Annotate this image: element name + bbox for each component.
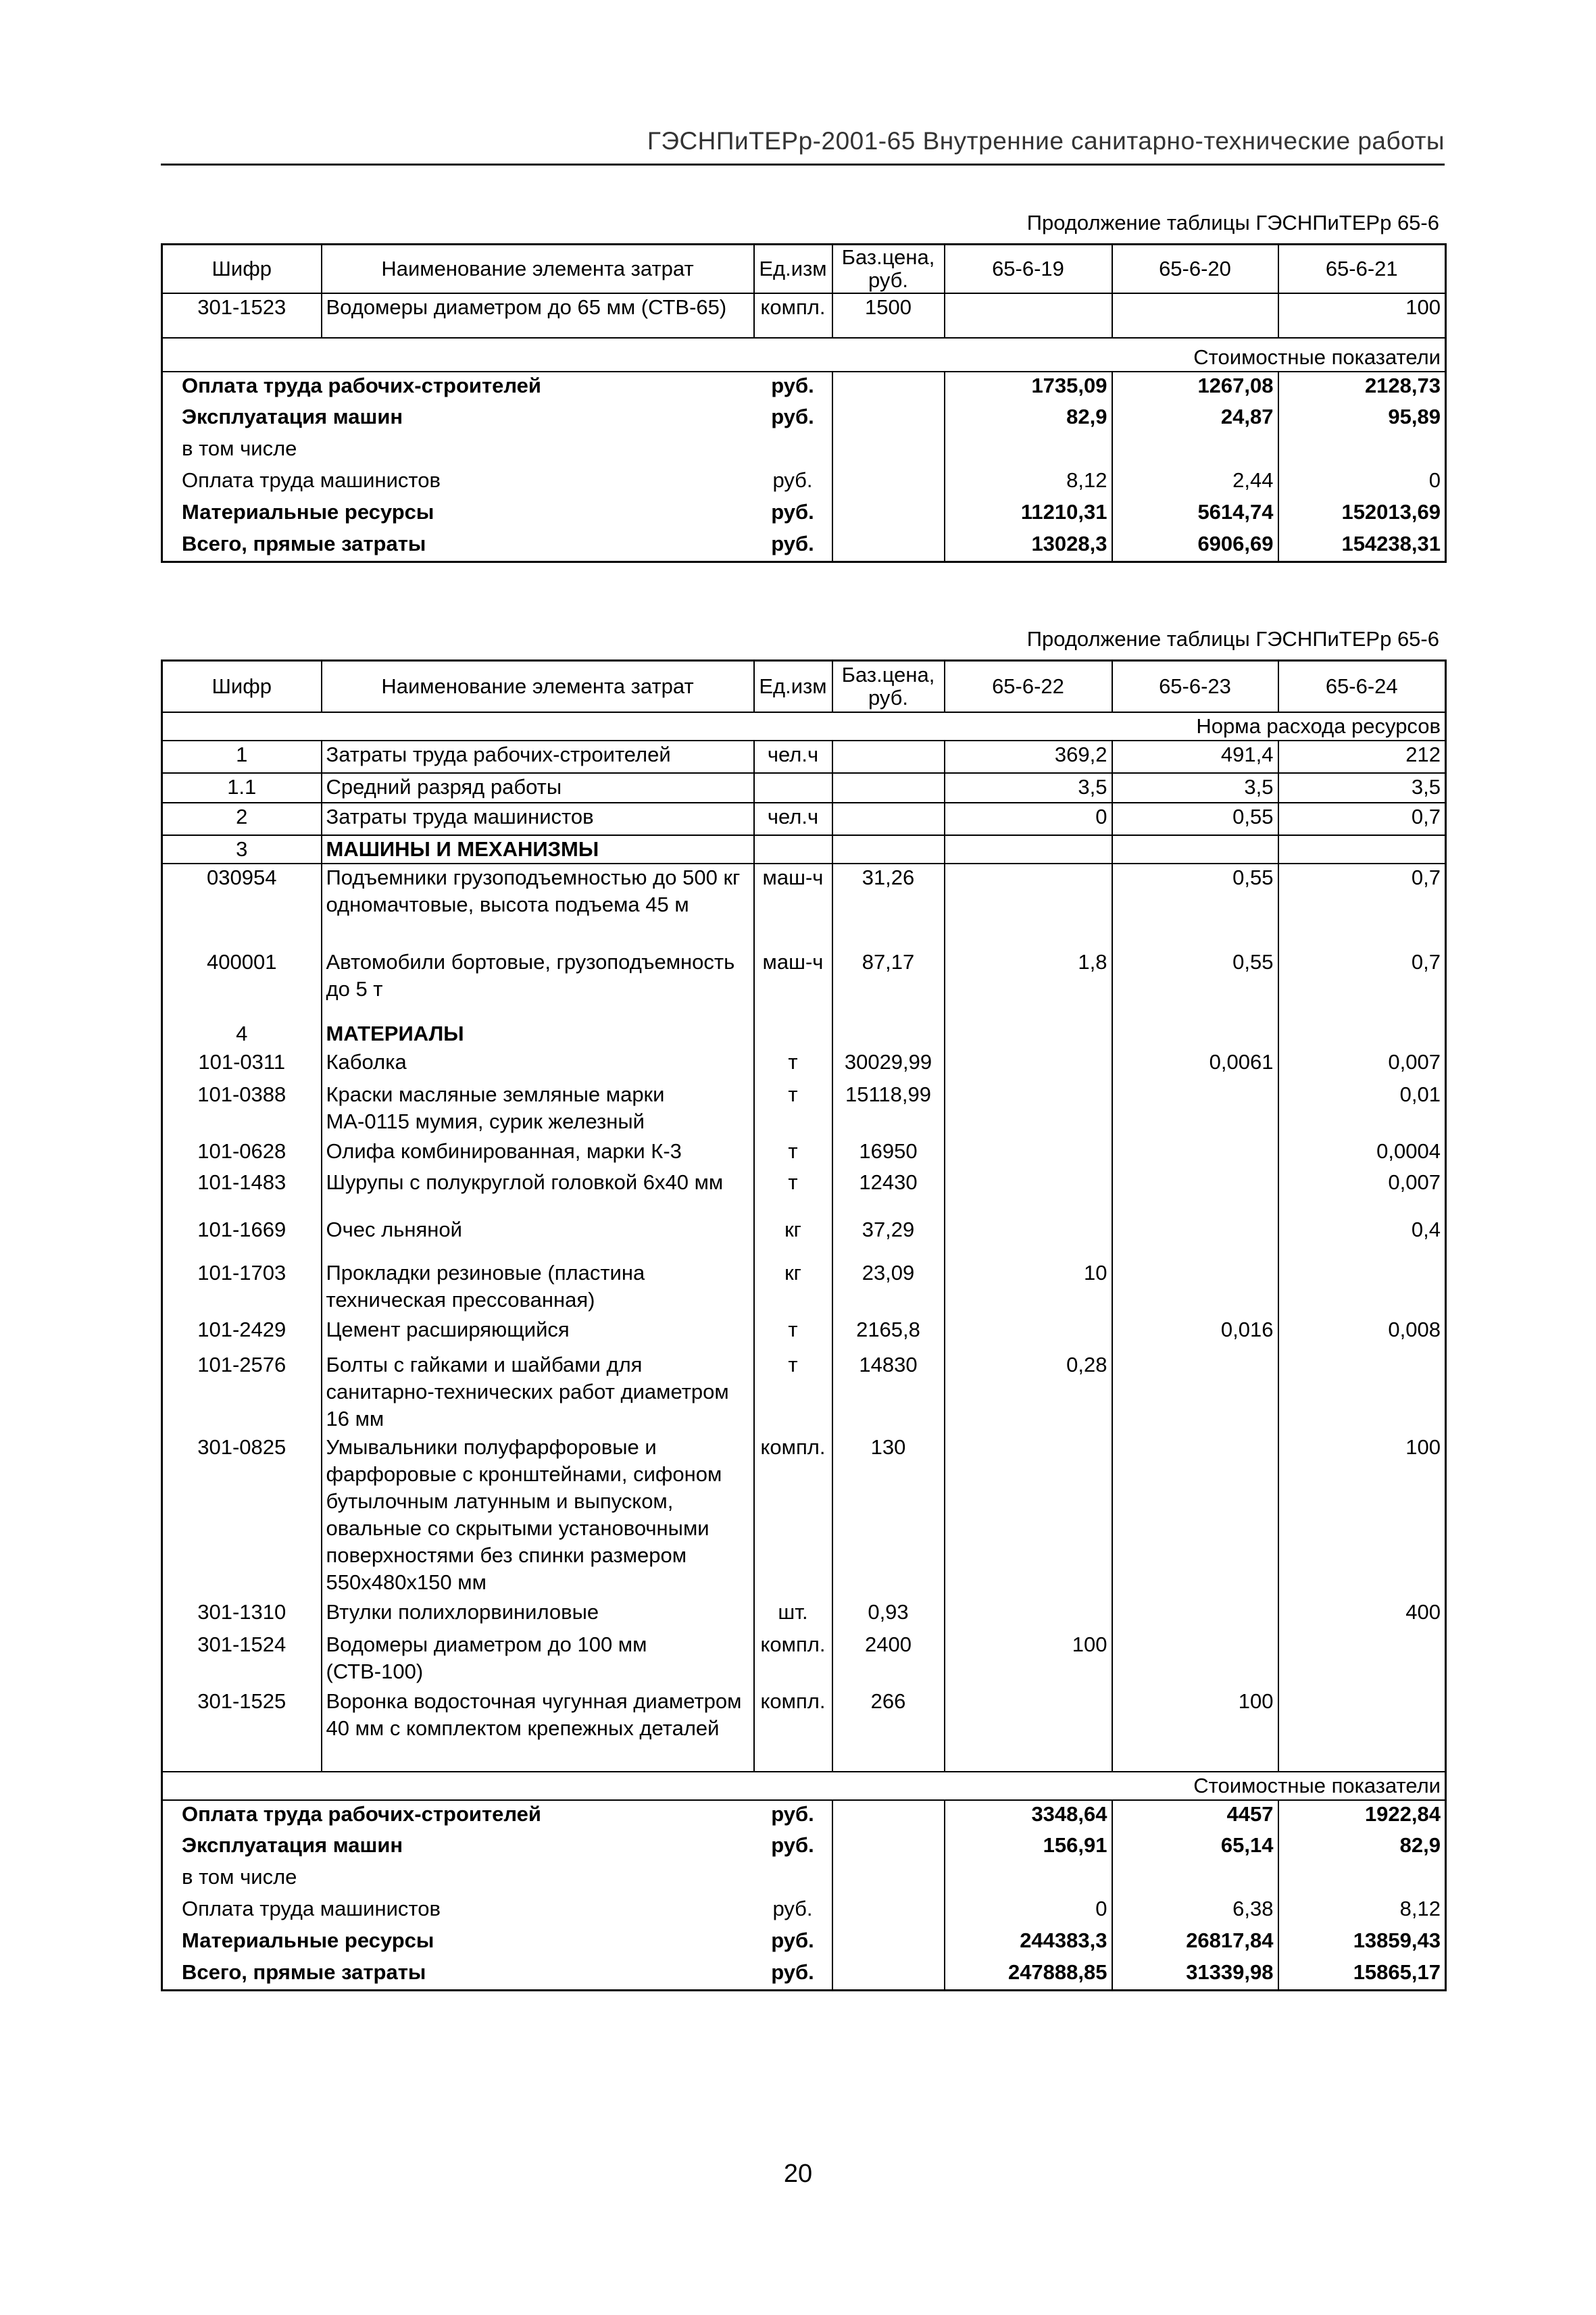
row-value-1 xyxy=(945,1020,1112,1049)
row-unit: компл. xyxy=(754,1631,832,1688)
totals-unit: руб. xyxy=(754,1927,832,1959)
totals-unit xyxy=(754,1864,832,1895)
totals-price-blank xyxy=(832,1927,945,1959)
header-rule xyxy=(161,164,1445,166)
row-value-2: 0,55 xyxy=(1112,949,1278,1020)
row-value-1: 10 xyxy=(945,1260,1112,1316)
row-value-2: 0,016 xyxy=(1112,1316,1278,1351)
totals-value-1: 3348,64 xyxy=(945,1800,1112,1832)
table-row xyxy=(162,1020,1446,1049)
row-code: 3 xyxy=(162,835,322,864)
row-code: 101-0388 xyxy=(162,1081,322,1138)
totals-unit xyxy=(754,435,832,467)
row-value-2 xyxy=(1112,1138,1278,1169)
row-value-2: 0,55 xyxy=(1112,864,1278,949)
row-value-1: 3,5 xyxy=(945,773,1112,803)
col-header-price: Баз.цена, руб. xyxy=(832,661,945,712)
totals-row xyxy=(162,1864,1446,1895)
row-code: 2 xyxy=(162,803,322,835)
totals-row xyxy=(162,499,1446,530)
row-value-1 xyxy=(945,1169,1112,1216)
totals-value-2 xyxy=(1112,1864,1278,1895)
totals-label: Эксплуатация машин xyxy=(162,403,754,435)
totals-value-3: 0 xyxy=(1278,467,1446,499)
col-header-price: Баз.цена, руб. xyxy=(832,245,945,293)
totals-value-3 xyxy=(1278,435,1446,467)
table-row xyxy=(162,1434,1446,1599)
row-value-2 xyxy=(1112,1081,1278,1138)
row-unit xyxy=(754,773,832,803)
cost-indicators-band: Стоимостные показатели xyxy=(162,338,1446,372)
table-row xyxy=(162,1169,1446,1216)
row-value-2 xyxy=(1112,1169,1278,1216)
table2-continuation-label: Продолжение таблицы ГЭСНПиТЕРр 65-6 xyxy=(1026,627,1439,651)
row-price: 15118,99 xyxy=(832,1081,945,1138)
row-code: 101-1483 xyxy=(162,1169,322,1216)
row-price: 12430 xyxy=(832,1169,945,1216)
col-header-code-1: 65-6-22 xyxy=(945,661,1112,712)
col-header-name: Наименование элемента затрат xyxy=(322,245,754,293)
totals-value-1: 247888,85 xyxy=(945,1959,1112,1991)
totals-price-blank xyxy=(832,403,945,435)
totals-label: Оплата труда рабочих-строителей xyxy=(162,1800,754,1832)
totals-row xyxy=(162,403,1446,435)
row-code: 1.1 xyxy=(162,773,322,803)
table-row xyxy=(162,1138,1446,1169)
totals-value-1: 82,9 xyxy=(945,403,1112,435)
totals-unit: руб. xyxy=(754,1959,832,1991)
row-value-3: 212 xyxy=(1278,741,1446,773)
row-name: Затраты труда рабочих-строителей xyxy=(322,741,754,773)
totals-value-2: 2,44 xyxy=(1112,467,1278,499)
row-value-1 xyxy=(945,1434,1112,1599)
row-code: 301-1525 xyxy=(162,1688,322,1772)
row-unit: кг xyxy=(754,1216,832,1260)
row-unit: компл. xyxy=(754,1434,832,1599)
totals-value-1: 156,91 xyxy=(945,1832,1112,1864)
row-value-1 xyxy=(945,1316,1112,1351)
totals-label: в том числе xyxy=(162,435,754,467)
row-code: 101-0311 xyxy=(162,1049,322,1081)
row-value-1 xyxy=(945,293,1112,338)
totals-value-2: 6906,69 xyxy=(1112,530,1278,562)
cost-indicators-band: Стоимостные показатели xyxy=(162,1772,1446,1800)
col-header-unit: Ед.изм xyxy=(754,245,832,293)
row-name: Воронка водосточная чугунная диаметром 40 мм с комплектом крепежных деталей xyxy=(322,1688,754,1772)
totals-price-blank xyxy=(832,1895,945,1927)
row-value-3: 0,007 xyxy=(1278,1169,1446,1216)
totals-unit: руб. xyxy=(754,1800,832,1832)
row-value-2: 491,4 xyxy=(1112,741,1278,773)
totals-price-blank xyxy=(832,467,945,499)
table1-continuation-label: Продолжение таблицы ГЭСНПиТЕРр 65-6 xyxy=(1026,211,1439,234)
col-header-code-3: 65-6-24 xyxy=(1278,661,1446,712)
totals-value-1: 244383,3 xyxy=(945,1927,1112,1959)
row-value-3 xyxy=(1278,1020,1446,1049)
row-unit: чел.ч xyxy=(754,803,832,835)
row-code: 030954 xyxy=(162,864,322,949)
totals-row xyxy=(162,1959,1446,1991)
totals-unit: руб. xyxy=(754,403,832,435)
row-value-2 xyxy=(1112,835,1278,864)
totals-value-3: 1922,84 xyxy=(1278,1800,1446,1832)
totals-value-2: 24,87 xyxy=(1112,403,1278,435)
row-code: 101-1703 xyxy=(162,1260,322,1316)
totals-value-1 xyxy=(945,1864,1112,1895)
totals-price-blank xyxy=(832,372,945,403)
col-header-code: Шифр xyxy=(162,245,322,293)
row-price: 1500 xyxy=(832,293,945,338)
row-code: 4 xyxy=(162,1020,322,1049)
row-value-1 xyxy=(945,1216,1112,1260)
totals-price-blank xyxy=(832,530,945,562)
row-value-3: 0,01 xyxy=(1278,1081,1446,1138)
row-value-2 xyxy=(1112,1351,1278,1434)
totals-price-blank xyxy=(832,1832,945,1864)
totals-value-1 xyxy=(945,435,1112,467)
totals-label: Оплата труда рабочих-строителей xyxy=(162,372,754,403)
row-value-1 xyxy=(945,1599,1112,1631)
totals-label: Материальные ресурсы xyxy=(162,499,754,530)
row-name: Водомеры диаметром до 65 мм (СТВ-65) xyxy=(322,293,754,338)
row-value-1: 369,2 xyxy=(945,741,1112,773)
row-value-3: 0,7 xyxy=(1278,864,1446,949)
totals-price-blank xyxy=(832,1864,945,1895)
col-header-code-3: 65-6-21 xyxy=(1278,245,1446,293)
row-unit: кг xyxy=(754,1260,832,1316)
totals-row xyxy=(162,435,1446,467)
row-name: Каболка xyxy=(322,1049,754,1081)
row-value-3: 400 xyxy=(1278,1599,1446,1631)
row-price: 130 xyxy=(832,1434,945,1599)
row-code: 301-1524 xyxy=(162,1631,322,1688)
row-name: Водомеры диаметром до 100 мм (СТВ-100) xyxy=(322,1631,754,1688)
row-code: 400001 xyxy=(162,949,322,1020)
row-value-3 xyxy=(1278,1688,1446,1772)
table-row xyxy=(162,949,1446,1020)
row-name: Автомобили бортовые, грузоподъемность до 5 т xyxy=(322,949,754,1020)
totals-label: Всего, прямые затраты xyxy=(162,530,754,562)
totals-row xyxy=(162,467,1446,499)
row-value-1: 1,8 xyxy=(945,949,1112,1020)
totals-label: Оплата труда машинистов xyxy=(162,1895,754,1927)
row-name: Средний разряд работы xyxy=(322,773,754,803)
row-value-3 xyxy=(1278,1351,1446,1434)
table-row xyxy=(162,864,1446,949)
row-value-2: 3,5 xyxy=(1112,773,1278,803)
totals-unit: руб. xyxy=(754,1895,832,1927)
totals-value-1: 0 xyxy=(945,1895,1112,1927)
row-code: 301-0825 xyxy=(162,1434,322,1599)
col-header-unit: Ед.изм xyxy=(754,661,832,712)
resource-norm-band: Норма расхода ресурсов xyxy=(162,712,1446,741)
col-header-code-2: 65-6-20 xyxy=(1112,245,1278,293)
row-unit: компл. xyxy=(754,1688,832,1772)
row-value-1: 100 xyxy=(945,1631,1112,1688)
totals-value-3: 13859,43 xyxy=(1278,1927,1446,1959)
row-value-3: 0,7 xyxy=(1278,949,1446,1020)
row-price: 266 xyxy=(832,1688,945,1772)
row-name: Олифа комбинированная, марки К-3 xyxy=(322,1138,754,1169)
table-row xyxy=(162,1599,1446,1631)
table-row xyxy=(162,1688,1446,1772)
totals-label: Оплата труда машинистов xyxy=(162,467,754,499)
row-name: Болты с гайками и шайбами для санитарно-технических работ диаметром 16 мм xyxy=(322,1351,754,1434)
row-value-2: 0,55 xyxy=(1112,803,1278,835)
row-name: Умывальники полуфарфоровые и фарфоровые с кронштейнами, сифоном бутылочным латунным и выпуском, овальные со скрытыми установочными поверхностями без спинки размером 550х480х150 мм xyxy=(322,1434,754,1599)
row-value-3: 0,0004 xyxy=(1278,1138,1446,1169)
row-name: Подъемники грузоподъемностью до 500 кг одномачтовые, высота подъема 45 м xyxy=(322,864,754,949)
table-row xyxy=(162,1216,1446,1260)
row-price xyxy=(832,741,945,773)
row-price xyxy=(832,1020,945,1049)
row-unit: чел.ч xyxy=(754,741,832,773)
row-value-1: 0,28 xyxy=(945,1351,1112,1434)
row-unit: т xyxy=(754,1049,832,1081)
row-price: 30029,99 xyxy=(832,1049,945,1081)
row-unit: т xyxy=(754,1316,832,1351)
table-row xyxy=(162,1631,1446,1688)
totals-price-blank xyxy=(832,435,945,467)
totals-unit: руб. xyxy=(754,530,832,562)
totals-value-2 xyxy=(1112,435,1278,467)
row-value-1: 0 xyxy=(945,803,1112,835)
totals-row xyxy=(162,1927,1446,1959)
row-code: 101-1669 xyxy=(162,1216,322,1260)
totals-value-3: 15865,17 xyxy=(1278,1959,1446,1991)
row-value-2 xyxy=(1112,1599,1278,1631)
row-name: Краски масляные земляные марки МА-0115 мумия, сурик железный xyxy=(322,1081,754,1138)
row-name: МАТЕРИАЛЫ xyxy=(322,1020,754,1049)
row-value-2 xyxy=(1112,293,1278,338)
col-header-code-2: 65-6-23 xyxy=(1112,661,1278,712)
row-price: 23,09 xyxy=(832,1260,945,1316)
row-price: 87,17 xyxy=(832,949,945,1020)
totals-label: Всего, прямые затраты xyxy=(162,1959,754,1991)
totals-value-2: 1267,08 xyxy=(1112,372,1278,403)
totals-value-3 xyxy=(1278,1864,1446,1895)
row-name: Втулки полихлорвиниловые xyxy=(322,1599,754,1631)
totals-label: Материальные ресурсы xyxy=(162,1927,754,1959)
table-65-6-22-24 xyxy=(161,659,1447,1991)
row-value-3 xyxy=(1278,1631,1446,1688)
totals-label: Эксплуатация машин xyxy=(162,1832,754,1864)
row-name: Цемент расширяющийся xyxy=(322,1316,754,1351)
totals-row xyxy=(162,372,1446,403)
totals-unit: руб. xyxy=(754,467,832,499)
table-row xyxy=(162,1316,1446,1351)
row-value-1 xyxy=(945,1688,1112,1772)
totals-value-3: 154238,31 xyxy=(1278,530,1446,562)
table-row xyxy=(162,741,1446,773)
row-name: Затраты труда машинистов xyxy=(322,803,754,835)
row-unit: т xyxy=(754,1081,832,1138)
totals-row xyxy=(162,1800,1446,1832)
row-value-3: 100 xyxy=(1278,293,1446,338)
row-name: Очес льняной xyxy=(322,1216,754,1260)
totals-value-2: 6,38 xyxy=(1112,1895,1278,1927)
totals-value-3: 82,9 xyxy=(1278,1832,1446,1864)
totals-value-2: 65,14 xyxy=(1112,1832,1278,1864)
row-value-3 xyxy=(1278,1260,1446,1316)
totals-unit: руб. xyxy=(754,372,832,403)
row-unit xyxy=(754,1020,832,1049)
totals-value-2: 5614,74 xyxy=(1112,499,1278,530)
row-value-3: 0,7 xyxy=(1278,803,1446,835)
row-value-2: 100 xyxy=(1112,1688,1278,1772)
totals-value-1: 8,12 xyxy=(945,467,1112,499)
row-value-2 xyxy=(1112,1216,1278,1260)
row-value-3: 3,5 xyxy=(1278,773,1446,803)
row-value-1 xyxy=(945,1138,1112,1169)
row-code: 101-2429 xyxy=(162,1316,322,1351)
totals-row xyxy=(162,1895,1446,1927)
row-unit: компл. xyxy=(754,293,832,338)
row-price: 2165,8 xyxy=(832,1316,945,1351)
row-price: 14830 xyxy=(832,1351,945,1434)
row-code: 301-1523 xyxy=(162,293,322,338)
row-value-3: 0,4 xyxy=(1278,1216,1446,1260)
page-number: 20 xyxy=(783,2160,813,2188)
totals-value-3: 152013,69 xyxy=(1278,499,1446,530)
row-unit: т xyxy=(754,1138,832,1169)
totals-value-3: 8,12 xyxy=(1278,1895,1446,1927)
table-row xyxy=(162,1351,1446,1434)
totals-value-2: 31339,98 xyxy=(1112,1959,1278,1991)
col-header-code: Шифр xyxy=(162,661,322,712)
col-header-name: Наименование элемента затрат xyxy=(322,661,754,712)
row-name: Прокладки резиновые (пластина техническая прессованная) xyxy=(322,1260,754,1316)
document-header: ГЭСНПиТЕРр-2001-65 Внутренние санитарно-технические работы xyxy=(647,127,1445,155)
row-code: 1 xyxy=(162,741,322,773)
row-price xyxy=(832,835,945,864)
row-unit: маш-ч xyxy=(754,949,832,1020)
totals-label: в том числе xyxy=(162,1864,754,1895)
row-unit: шт. xyxy=(754,1599,832,1631)
table-row xyxy=(162,1049,1446,1081)
row-value-2 xyxy=(1112,1631,1278,1688)
table-row xyxy=(162,1260,1446,1316)
row-price: 16950 xyxy=(832,1138,945,1169)
row-value-3: 100 xyxy=(1278,1434,1446,1599)
row-value-2: 0,0061 xyxy=(1112,1049,1278,1081)
totals-value-1: 11210,31 xyxy=(945,499,1112,530)
row-name: МАШИНЫ И МЕХАНИЗМЫ xyxy=(322,835,754,864)
table-65-6-19-21 xyxy=(161,243,1447,563)
totals-price-blank xyxy=(832,499,945,530)
totals-unit: руб. xyxy=(754,1832,832,1864)
col-header-code-1: 65-6-19 xyxy=(945,245,1112,293)
table-row xyxy=(162,1081,1446,1138)
row-code: 301-1310 xyxy=(162,1599,322,1631)
totals-value-3: 95,89 xyxy=(1278,403,1446,435)
totals-unit: руб. xyxy=(754,499,832,530)
table-row xyxy=(162,803,1446,835)
totals-row xyxy=(162,1832,1446,1864)
row-price: 37,29 xyxy=(832,1216,945,1260)
row-unit: т xyxy=(754,1169,832,1216)
totals-price-blank xyxy=(832,1800,945,1832)
row-value-3: 0,008 xyxy=(1278,1316,1446,1351)
table-row xyxy=(162,835,1446,864)
row-value-2 xyxy=(1112,1434,1278,1599)
row-unit: т xyxy=(754,1351,832,1434)
row-code: 101-0628 xyxy=(162,1138,322,1169)
row-price xyxy=(832,773,945,803)
row-price: 31,26 xyxy=(832,864,945,949)
row-value-1 xyxy=(945,1081,1112,1138)
totals-row xyxy=(162,530,1446,562)
row-value-2 xyxy=(1112,1260,1278,1316)
totals-value-1: 13028,3 xyxy=(945,530,1112,562)
table-row xyxy=(162,293,1446,338)
row-price: 0,93 xyxy=(832,1599,945,1631)
totals-value-2: 4457 xyxy=(1112,1800,1278,1832)
row-unit: маш-ч xyxy=(754,864,832,949)
row-price xyxy=(832,803,945,835)
table-row xyxy=(162,773,1446,803)
row-value-1 xyxy=(945,1049,1112,1081)
row-value-3 xyxy=(1278,835,1446,864)
row-value-2 xyxy=(1112,1020,1278,1049)
row-price: 2400 xyxy=(832,1631,945,1688)
totals-price-blank xyxy=(832,1959,945,1991)
row-name: Шурупы с полукруглой головкой 6х40 мм xyxy=(322,1169,754,1216)
totals-value-1: 1735,09 xyxy=(945,372,1112,403)
row-code: 101-2576 xyxy=(162,1351,322,1434)
row-unit xyxy=(754,835,832,864)
row-value-1 xyxy=(945,864,1112,949)
row-value-3: 0,007 xyxy=(1278,1049,1446,1081)
row-value-1 xyxy=(945,835,1112,864)
totals-value-3: 2128,73 xyxy=(1278,372,1446,403)
totals-value-2: 26817,84 xyxy=(1112,1927,1278,1959)
